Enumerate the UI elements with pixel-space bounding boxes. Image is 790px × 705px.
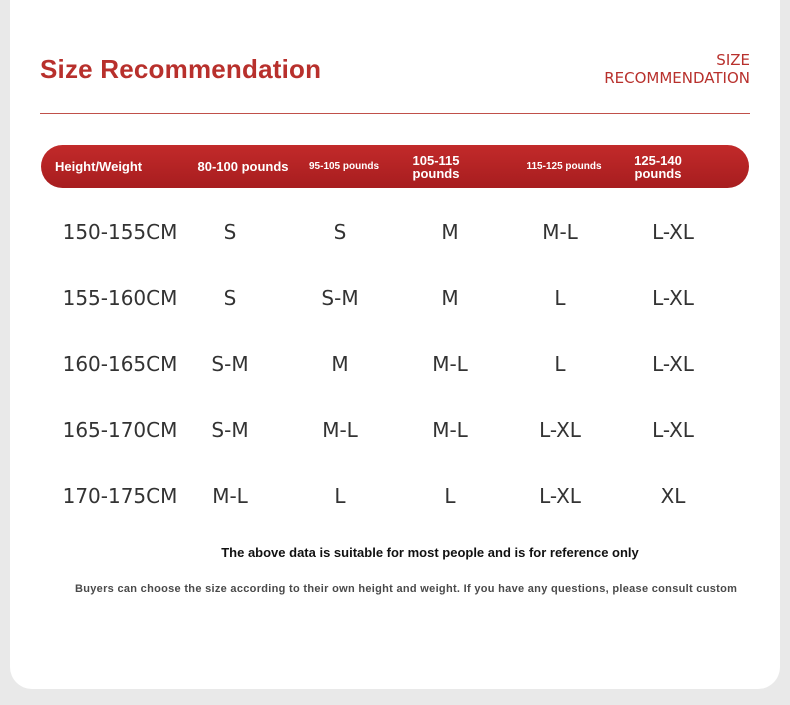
column-header-label: Height/Weight <box>55 159 143 174</box>
column-header-125-140 <box>611 145 705 188</box>
size-cell: S-M <box>211 352 249 376</box>
size-cell: L-XL <box>652 220 694 244</box>
size-cell: M-L <box>322 418 358 442</box>
column-header-height-weight <box>55 145 181 188</box>
size-cell: L <box>444 484 456 508</box>
reference-note: The above data is suitable for most people and is for reference only <box>221 545 639 560</box>
size-cell: L-XL <box>652 352 694 376</box>
column-header-95-105 <box>297 145 391 188</box>
height-cell: 160-165CM <box>62 352 178 376</box>
size-cell: L <box>554 352 566 376</box>
column-header-unit: pounds <box>412 165 460 181</box>
table-header <box>41 145 749 188</box>
size-cell: S <box>333 220 347 244</box>
size-cell: XL <box>660 484 686 508</box>
size-cell: M-L <box>542 220 578 244</box>
size-cell: M-L <box>432 418 468 442</box>
column-header-unit: pounds <box>634 165 682 181</box>
size-cell: M-L <box>432 352 468 376</box>
size-cell: M-L <box>212 484 248 508</box>
size-cell: S <box>223 220 237 244</box>
height-cell: 155-160CM <box>62 286 178 310</box>
buyer-guidance-note: Buyers can choose the size according to their own height and weight. If you have any questions, please consult custom <box>75 583 738 595</box>
table-row <box>0 410 790 450</box>
size-cell: S <box>223 286 237 310</box>
size-cell: M <box>441 220 459 244</box>
size-cell: S-M <box>211 418 249 442</box>
size-cell: S-M <box>321 286 359 310</box>
page-subtitle <box>604 51 750 87</box>
table-row <box>0 212 790 252</box>
size-cell: L-XL <box>652 418 694 442</box>
divider-line <box>40 113 750 114</box>
column-header-label: 125-140 <box>634 152 682 168</box>
column-header-115-125 <box>511 145 617 188</box>
size-cell: L-XL <box>539 484 581 508</box>
table-row <box>0 344 790 384</box>
subtitle-line-2: RECOMMENDATION <box>604 69 750 87</box>
height-cell: 165-170CM <box>62 418 178 442</box>
table-row <box>0 278 790 318</box>
size-cell: L-XL <box>539 418 581 442</box>
page-title: Size Recommendation <box>40 54 322 84</box>
size-cell: L <box>334 484 346 508</box>
size-cell: M <box>331 352 349 376</box>
column-header-80-100 <box>187 145 299 188</box>
column-header-label: 95-105 pounds <box>308 161 380 172</box>
subtitle-line-1: SIZE <box>716 51 750 69</box>
column-header-label: 105-115 <box>412 152 460 168</box>
size-cell: L-XL <box>652 286 694 310</box>
height-cell: 150-155CM <box>62 220 178 244</box>
column-header-label: 80-100 pounds <box>197 159 289 174</box>
table-row <box>0 476 790 516</box>
size-cell: L <box>554 286 566 310</box>
column-header-105-115 <box>391 145 481 188</box>
height-cell: 170-175CM <box>62 484 178 508</box>
size-cell: M <box>441 286 459 310</box>
column-header-label: 115-125 pounds <box>526 161 602 172</box>
